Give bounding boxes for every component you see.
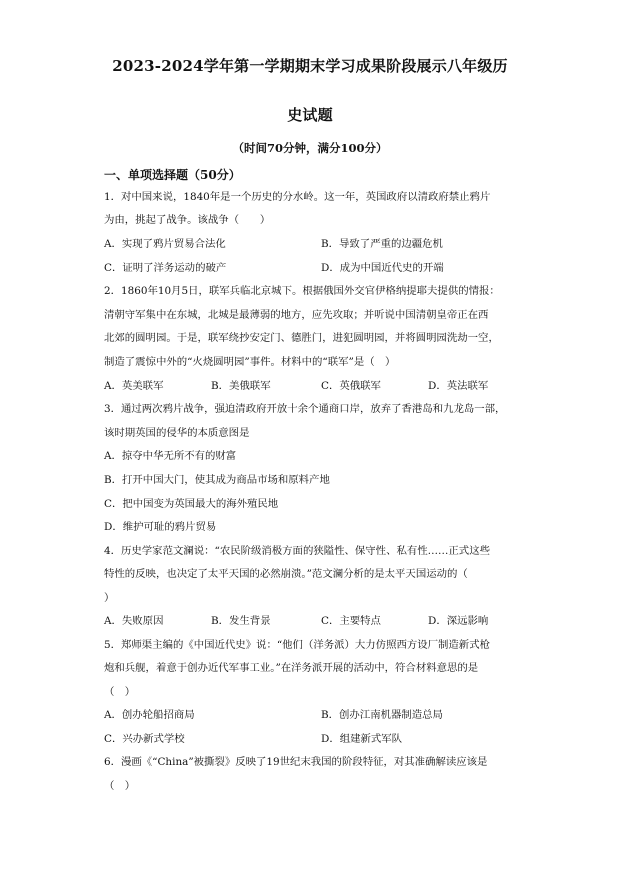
- q3-stem-line-1: 3．通过两次鸦片战争，强迫清政府开放十余个通商口岸，放弃了香港岛和九龙岛一部，: [104, 403, 506, 415]
- q4-option-d: D．深远影响: [428, 615, 489, 627]
- q3-option-c: C．把中国变为英国最大的海外殖民地: [104, 498, 279, 510]
- q1-stem-line-2: 为由，挑起了战争。该战争（ ）: [104, 214, 271, 226]
- q1-option-b: B．导致了严重的边疆危机: [321, 238, 443, 250]
- q6-stem-line-2: （ ）: [104, 780, 136, 792]
- section-heading: 一、单项选择题（50分）: [104, 168, 241, 182]
- q5-stem-line-2: 炮和兵舰，着意于创办近代军事工业。”在洋务派开展的活动中，符合材料意思的是: [104, 662, 479, 674]
- q2-stem-line-3: 北郊的圆明园。于是，联军绕抄安定门、德胜门，进犯圆明园，并将圆明园洗劫一空，: [104, 332, 499, 344]
- q5-option-d: D．组建新式军队: [321, 733, 403, 745]
- q5-stem-line-3: （ ）: [104, 686, 136, 698]
- q5-option-b: B．创办江南机器制造总局: [321, 709, 443, 721]
- q2-option-b: B．美俄联军: [211, 380, 271, 392]
- q1-option-c: C．证明了洋务运动的破产: [104, 262, 227, 274]
- q2-stem-line-4: 制造了震惊中外的“火烧圆明园”事件。材料中的“联军”是（ ）: [104, 356, 396, 368]
- q5-option-a: A．创办轮船招商局: [104, 709, 195, 721]
- q3-option-a: A．掠夺中华无所不有的财富: [104, 450, 237, 462]
- q4-option-a: A．失败原因: [104, 615, 164, 627]
- q4-stem-line-2: 特性的反映，也决定了太平天国的必然崩溃。”范文澜分析的是太平天国运动的（: [104, 568, 468, 580]
- q3-option-b: B．打开中国大门，使其成为商品市场和原料产地: [104, 474, 330, 486]
- q4-stem-line-1: 4．历史学家范文澜说：“农民阶级消极方面的狭隘性、保守性、私有性……正式这些: [104, 545, 490, 557]
- q2-stem-line-2: 清朝守军集中在东城，北城是最薄弱的地方，应先攻取；并听说中国清朝皇帝正在西: [104, 309, 489, 321]
- q4-option-b: B．发生背景: [211, 615, 271, 627]
- q1-option-a: A．实现了鸦片贸易合法化: [104, 238, 226, 250]
- q4-option-c: C．主要特点: [321, 615, 381, 627]
- q4-stem-line-3: ）: [104, 592, 115, 604]
- q3-option-d: D．维护可耻的鸦片贸易: [104, 521, 217, 533]
- exam-title-line-2: 史试题: [287, 106, 333, 124]
- q2-option-a: A．英美联军: [104, 380, 164, 392]
- q1-option-d: D．成为中国近代史的开端: [321, 262, 444, 274]
- q5-option-c: C．兴办新式学校: [104, 733, 185, 745]
- q3-stem-line-2: 该时期英国的侵华的本质意图是: [104, 427, 250, 439]
- exam-info: （时间70分钟，满分100分）: [232, 141, 388, 155]
- q2-option-c: C．英俄联军: [321, 380, 381, 392]
- q5-stem-line-1: 5．郑师渠主编的《中国近代史》说：“他们（洋务派）大力仿照西方设厂制造新式枪: [104, 639, 490, 651]
- q2-option-d: D．英法联军: [428, 380, 489, 392]
- exam-title-line-1: 2023-2024学年第一学期期末学习成果阶段展示八年级历: [112, 57, 508, 75]
- q1-stem-line-1: 1．对中国来说，1840年是一个历史的分水岭。这一年，英国政府以清政府禁止鸦片: [104, 191, 491, 203]
- q6-stem-line-1: 6．漫画《“China”被撕裂》反映了19世纪末我国的阶段特征，对其准确解读应该是: [104, 756, 488, 768]
- q2-stem-line-1: 2．1860年10月5日，联军兵临北京城下。根据俄国外交官伊格纳提耶夫提供的情报：: [104, 285, 500, 297]
